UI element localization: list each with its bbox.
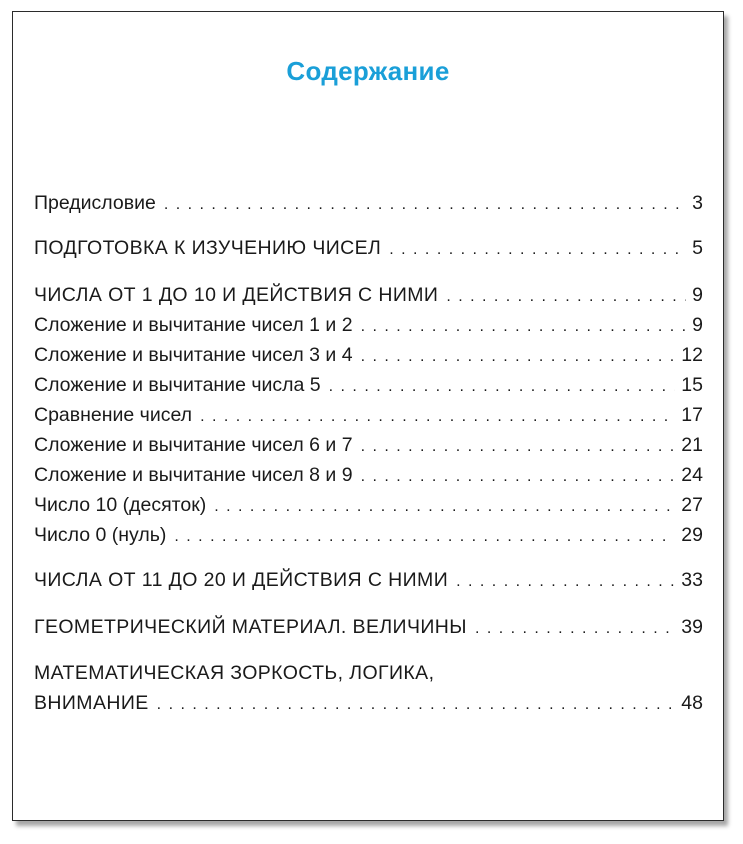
toc-page-number: 12	[681, 344, 703, 366]
toc-page-number: 24	[681, 464, 703, 486]
toc-entry-label: ПОДГОТОВКА К ИЗУЧЕНИЮ ЧИСЕЛ	[34, 237, 382, 259]
toc-entry-label: Сравнение чисел	[34, 404, 193, 426]
dot-leader	[200, 408, 675, 426]
dot-leader	[157, 696, 676, 714]
dot-leader	[174, 528, 675, 546]
dot-leader	[475, 620, 675, 638]
toc-entry-label: Предисловие	[34, 192, 156, 214]
toc-entry-logic-line1: МАТЕМАТИЧЕСКАЯ ЗОРКОСТЬ, ЛОГИКА,	[34, 662, 435, 684]
toc-page-number: 17	[681, 404, 703, 426]
toc-entry-label: Число 10 (десяток)	[34, 494, 207, 516]
toc-page-number: 15	[681, 374, 703, 396]
dot-leader	[361, 318, 687, 336]
toc-entry-label: Сложение и вычитание чисел 3 и 4	[34, 344, 353, 366]
toc-page-number: 27	[681, 494, 703, 516]
toc-entry-label: ГЕОМЕТРИЧЕСКИЙ МАТЕРИАЛ. ВЕЛИЧИНЫ	[34, 616, 467, 638]
dot-leader	[456, 573, 675, 591]
dot-leader	[214, 498, 675, 516]
toc-entry-numbers-1-10[interactable]	[34, 284, 703, 307]
toc-entry-preparation[interactable]	[34, 237, 703, 260]
toc-entry-add-sub-3-4[interactable]	[34, 344, 703, 367]
toc-entry-add-sub-1-2[interactable]	[34, 314, 703, 337]
toc-page-number: 48	[681, 692, 703, 714]
toc-page-number: 21	[681, 434, 703, 456]
toc-entry-number-10[interactable]	[34, 494, 703, 517]
toc-entry-logic[interactable]	[34, 692, 703, 715]
page-title: Содержание	[286, 56, 450, 86]
toc-entry-label: Сложение и вычитание чисел 8 и 9	[34, 464, 353, 486]
toc-entry-numbers-11-20[interactable]	[34, 569, 703, 592]
toc-entry-add-sub-5[interactable]	[34, 374, 703, 397]
dot-leader	[361, 468, 676, 486]
dot-leader	[361, 438, 676, 456]
toc-entry-label: Сложение и вычитание чисел 1 и 2	[34, 314, 353, 336]
dot-leader	[164, 196, 686, 214]
toc-entry-label: ЧИСЛА ОТ 1 ДО 10 И ДЕЙСТВИЯ С НИМИ	[34, 284, 439, 306]
toc-page-number: 33	[681, 569, 703, 591]
toc-page-number: 29	[681, 524, 703, 546]
toc-entry-label: ВНИМАНИЕ	[34, 692, 149, 714]
toc-entry-comparison[interactable]	[34, 404, 703, 427]
toc-entry-preface[interactable]	[34, 192, 703, 215]
toc-page-number: 5	[692, 237, 703, 259]
dot-leader	[329, 378, 676, 396]
toc-entry-add-sub-8-9[interactable]	[34, 464, 703, 487]
toc-page-number: 3	[692, 192, 703, 214]
toc-entry-label: ЧИСЛА ОТ 11 ДО 20 И ДЕЙСТВИЯ С НИМИ	[34, 569, 449, 591]
toc-page-number: 9	[692, 284, 703, 306]
toc-entry-label: Сложение и вычитание числа 5	[34, 374, 321, 396]
toc-entry-geometry[interactable]	[34, 616, 703, 639]
toc-entry-number-0[interactable]	[34, 524, 703, 547]
toc-entry-label: Сложение и вычитание чисел 6 и 7	[34, 434, 353, 456]
toc-page-number: 9	[692, 314, 703, 336]
dot-leader	[389, 241, 686, 259]
dot-leader	[361, 348, 676, 366]
toc-entry-add-sub-6-7[interactable]	[34, 434, 703, 457]
toc-entry-label: Число 0 (нуль)	[34, 524, 167, 546]
document-page	[12, 11, 724, 821]
dot-leader	[446, 288, 686, 306]
toc-page-number: 39	[681, 616, 703, 638]
